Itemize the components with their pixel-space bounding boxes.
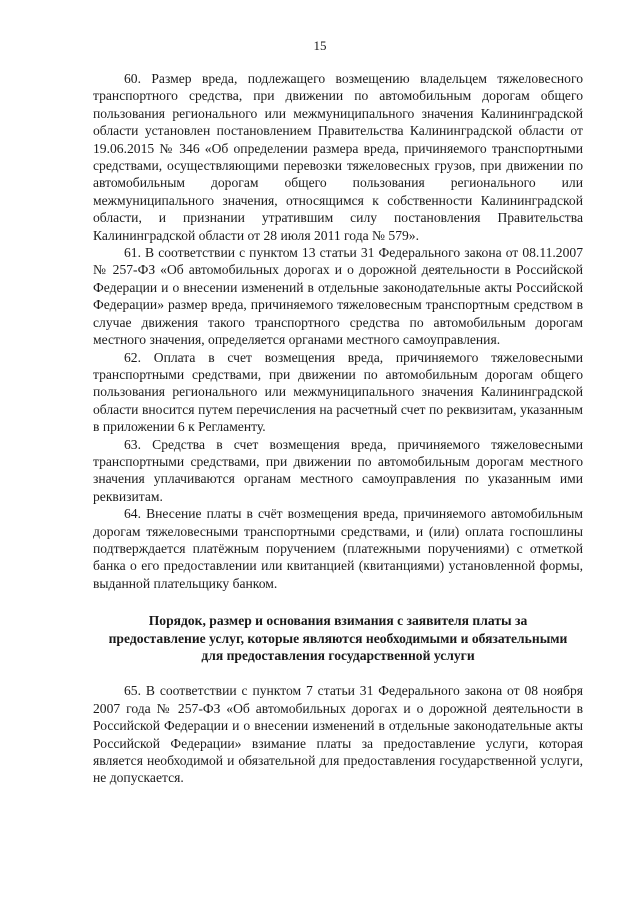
paragraph-62: 62. Оплата в счет возмещения вреда, причиняемого тяжеловесными транспортными средствами, при движении по автомобильным дорогам общего пользования регионального или межмуниципального значения Калининградской области вносится путем перечисления на расчетный счет по реквизитам, указанным в приложении 6 к Регламенту. — [93, 349, 583, 435]
paragraph-60: 60. Размер вреда, подлежащего возмещению владельцем тяжеловесного транспортного средства, при движении по автомобильным дорогам общего пользования регионального или межмуниципального значения Калининградской области установлен постановлением Правительства Калининградской области от 19.06.2015 № 346 «Об определении размера вреда, причиняемого транспортными средствами, осуществляющими перевозки тяжеловесных грузов, при движении по автомобильным дорогам общего пользования регионального или межмуниципального значения, относящимся к собственности Калининградской области, и признании утратившим силу постановления Правительства Калининградской области от 28 июля 2011 года № 579». — [93, 71, 583, 243]
page-number: 15 — [313, 38, 327, 53]
paragraph-65: 65. В соответствии с пунктом 7 статьи 31 Федерального закона от 08 ноября 2007 года № 257-ФЗ «Об автомобильных дорогах и о дорожной деятельности в Российской Федерации и о внесении изменений в отдельные законодательные акты Российской Федерации» взимание платы за предоставление услуги, которая является необходимой и обязательной для предоставления государственной услуги, не допускается. — [93, 683, 583, 786]
paragraph-61: 61. В соответствии с пунктом 13 статьи 31 Федерального закона от 08.11.2007 № 257-ФЗ «Об автомобильных дорогах и о дорожной деятельности в Российской Федерации и о внесении изменений в отдельные законодательные акты Российской Федерации» размер вреда, причиняемого тяжеловесным транспортным средством в случае движения такого транспортного средства по автомобильным дорогам местного значения, определяется органами местного самоуправления. — [93, 245, 583, 348]
section-heading: Порядок, размер и основания взимания с заявителя платы за предоставление услуг, которые являются необходимыми и обязательными для предоставления государственной услуги — [108, 613, 568, 663]
page-content — [93, 70, 583, 787]
paragraph-64: 64. Внесение платы в счёт возмещения вреда, причиняемого автомобильным дорогам тяжеловесными транспортными средствами, и (или) оплата госпошлины подтверждается платёжным поручением (платежными поручениями) с отметкой банка о его предоставлении или квитанцией (квитанциями) установленной формы, выданной плательщику банком. — [93, 506, 583, 591]
paragraph-63: 63. Средства в счет возмещения вреда, причиняемого тяжеловесными транспортными средствами, при движении по автомобильным дорогам местного значения уплачиваются органам местного самоуправления по указанным ими реквизитам. — [93, 436, 583, 504]
